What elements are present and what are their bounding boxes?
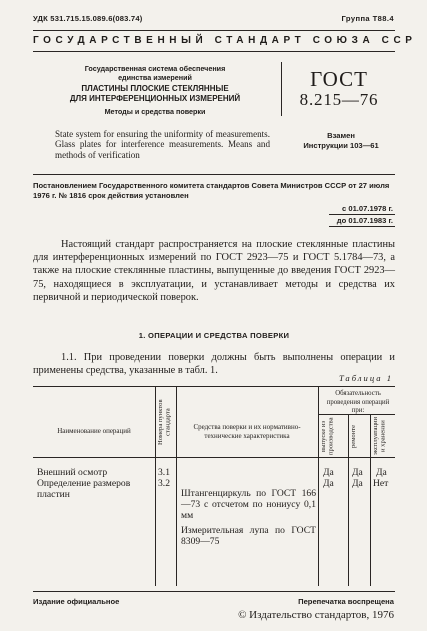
table-row-1-exploitation: Да bbox=[376, 467, 387, 478]
table-row-2-means: Штангенциркуль по ГОСТ 166—73 с отсчетом по нониусу 0,1 мм bbox=[181, 488, 316, 522]
gost-label: ГОСТ bbox=[310, 67, 368, 91]
table-row-1-repair: Да bbox=[352, 467, 363, 478]
col-release-header: выпуске из производства bbox=[320, 417, 335, 455]
table-row-2-operation: Определение размеров пластин bbox=[37, 478, 131, 501]
table-row-2-clause: 3.2 bbox=[158, 478, 170, 489]
intro-paragraph: Настоящий стандарт распространяется на плоские стеклянные пластины для интерференционных измерений по ГОСТ 2923—75 и ГОСТ 5.1784—73, а также на плоские стеклянные пластины, выпущенные до введения ГОСТ 2923—75, находящиеся в эксплуатации, и устанавливает методы и средства их первичной и периодической поверок. bbox=[33, 239, 395, 303]
col-clause-header: Номера пунктов стандарта bbox=[157, 399, 172, 445]
table-row-2-exploitation: Нет bbox=[373, 478, 389, 489]
table-header-rule bbox=[33, 457, 395, 458]
udk-code: УДК 531.715.15.089.6(083.74) bbox=[33, 14, 143, 23]
group-code: Группа Т88.4 bbox=[341, 14, 394, 23]
paragraph-1-1: 1.1. При проведении поверки должны быть выполнены операции и применены средства, указанные в табл. 1. bbox=[33, 352, 395, 376]
title-divider bbox=[281, 62, 282, 116]
col-means-header: Средства поверки и их нормативно-технические характеристика bbox=[193, 423, 301, 440]
date-rule bbox=[329, 214, 395, 215]
reprint-prohibited: Перепечатка воспрещена bbox=[298, 597, 394, 606]
table-row-2-release: Да bbox=[323, 478, 334, 489]
table-row-2-means-2: Измерительная лупа по ГОСТ 8309—75 bbox=[181, 525, 316, 548]
title-subtitle: Методы и средства поверки bbox=[104, 107, 206, 116]
replaces-block bbox=[300, 131, 382, 151]
official-edition: Издание официальное bbox=[33, 597, 120, 606]
table-label: Таблица 1 bbox=[338, 373, 393, 383]
table-vline-4 bbox=[348, 414, 349, 586]
title-line-2: ДЛЯ ИНТЕРФЕРЕНЦИОННЫХ ИЗМЕРЕНИЙ bbox=[69, 94, 241, 103]
copyright: © Издательство стандартов, 1976 bbox=[238, 609, 394, 621]
col-repair-header: ремонте bbox=[350, 424, 357, 448]
table-vline-3 bbox=[318, 386, 319, 586]
col-operation-header: эксплуатации и хранении bbox=[372, 416, 387, 455]
section-1-heading: 1. ОПЕРАЦИИ И СРЕДСТВА ПОВЕРКИ bbox=[138, 331, 290, 340]
decree-rule bbox=[33, 174, 395, 175]
col-mandatory-header: Обязательность проведения операций при: bbox=[326, 390, 390, 414]
date-to: до 01.07.1983 г. bbox=[336, 216, 393, 225]
table-vline-5 bbox=[370, 414, 371, 586]
table-row-1-clause: 3.1 bbox=[158, 467, 170, 478]
col-operations-header: Наименование операций bbox=[57, 427, 131, 435]
table-row-1-operation: Внешний осмотр bbox=[37, 467, 108, 478]
header-rule-top bbox=[33, 30, 395, 31]
table-row-1-release: Да bbox=[323, 467, 334, 478]
gost-number: 8.215—76 bbox=[299, 90, 379, 109]
date-rule-2 bbox=[329, 226, 395, 227]
replaces-line-1: Взамен bbox=[327, 131, 355, 140]
english-title: State system for ensuring the uniformity of measurements. Glass plates for interference measurements. Means and methods of verification bbox=[55, 129, 270, 160]
title-line-1: ПЛАСТИНЫ ПЛОСКИЕ СТЕКЛЯННЫЕ bbox=[81, 84, 229, 93]
table-row-2-repair: Да bbox=[352, 478, 363, 489]
standard-banner: ГОСУДАРСТВЕННЫЙ СТАНДАРТ СОЮЗА ССР bbox=[33, 35, 417, 46]
table-vline-1 bbox=[155, 386, 156, 586]
date-from: с 01.07.1978 г. bbox=[342, 204, 393, 213]
header-rule-bottom bbox=[33, 51, 395, 52]
system-line-1: Государственная система обеспечения bbox=[84, 64, 226, 73]
footer-rule bbox=[33, 591, 395, 592]
replaces-line-2: Инструкции 103—61 bbox=[303, 141, 379, 150]
decree-text: Постановлением Государственного комитета стандартов Совета Министров СССР от 27 июля 1976 г. № 1816 срок действия установлен bbox=[33, 181, 390, 200]
system-line-2: единства измерений bbox=[118, 73, 192, 82]
table-vline-2 bbox=[176, 386, 177, 586]
table-top-rule bbox=[33, 386, 395, 387]
